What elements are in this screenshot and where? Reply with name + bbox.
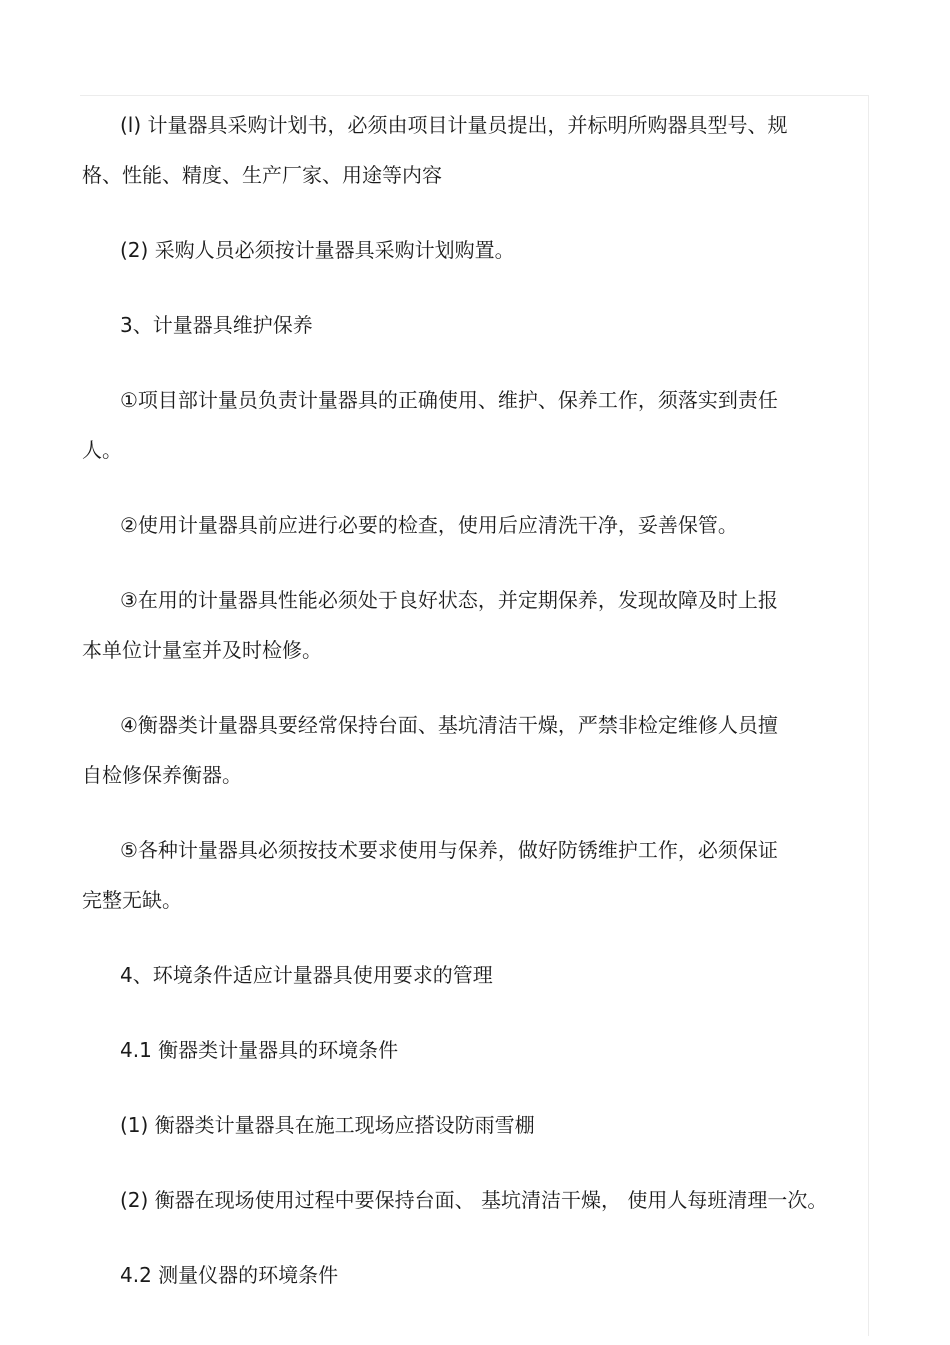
paragraph bbox=[82, 700, 862, 800]
paragraph-line: 自检修保养衡器。 bbox=[82, 763, 242, 787]
paragraph-line: ④衡器类计量器具要经常保持台面、基坑清洁干燥，严禁非检定维修人员擅 bbox=[120, 713, 778, 737]
paragraph bbox=[82, 1175, 862, 1225]
paragraph-line: 4、环境条件适应计量器具使用要求的管理 bbox=[120, 963, 493, 987]
paragraph bbox=[82, 225, 862, 275]
paragraph-line: (l) 计量器具采购计划书，必须由项目计量员提出，并标明所购器具型号、规 bbox=[120, 113, 788, 137]
paragraph bbox=[82, 825, 862, 925]
paragraph-line: (2) 采购人员必须按计量器具采购计划购置。 bbox=[120, 238, 515, 262]
paragraph bbox=[82, 100, 862, 200]
paragraph-line: 格、性能、精度、生产厂家、用途等内容 bbox=[82, 163, 442, 187]
paragraph-line: 3、计量器具维护保养 bbox=[120, 313, 313, 337]
paragraph bbox=[82, 375, 862, 475]
paragraph-line: 完整无缺。 bbox=[82, 888, 182, 912]
paragraph bbox=[82, 575, 862, 675]
paragraph-line: ②使用计量器具前应进行必要的检查，使用后应清洗干净，妥善保管。 bbox=[120, 513, 738, 537]
paragraph-line: 本单位计量室并及时检修。 bbox=[82, 638, 322, 662]
paragraph-line: 4.2 测量仪器的环境条件 bbox=[120, 1263, 339, 1287]
paragraph-line: 人。 bbox=[82, 438, 122, 462]
paragraph bbox=[82, 500, 862, 550]
paragraph-line: 4.1 衡器类计量器具的环境条件 bbox=[120, 1038, 399, 1062]
subsection-heading bbox=[82, 1025, 862, 1075]
paragraph-line: ⑤各种计量器具必须按技术要求使用与保养，做好防锈维护工作，必须保证 bbox=[120, 838, 778, 862]
section-heading bbox=[82, 950, 862, 1000]
paragraph-line: ①项目部计量员负责计量器具的正确使用、维护、保养工作，须落实到责任 bbox=[120, 388, 778, 412]
paragraph bbox=[82, 1100, 862, 1150]
paragraph-line: (2) 衡器在现场使用过程中要保持台面、 基坑清洁干燥， 使用人每班清理一次。 bbox=[120, 1188, 828, 1212]
subsection-heading bbox=[82, 1250, 862, 1300]
section-heading bbox=[82, 300, 862, 350]
paragraph-line: (1) 衡器类计量器具在施工现场应搭设防雨雪棚 bbox=[120, 1113, 535, 1137]
paragraph-line: ③在用的计量器具性能必须处于良好状态，并定期保养，发现故障及时上报 bbox=[120, 588, 778, 612]
document-body bbox=[82, 100, 862, 1325]
